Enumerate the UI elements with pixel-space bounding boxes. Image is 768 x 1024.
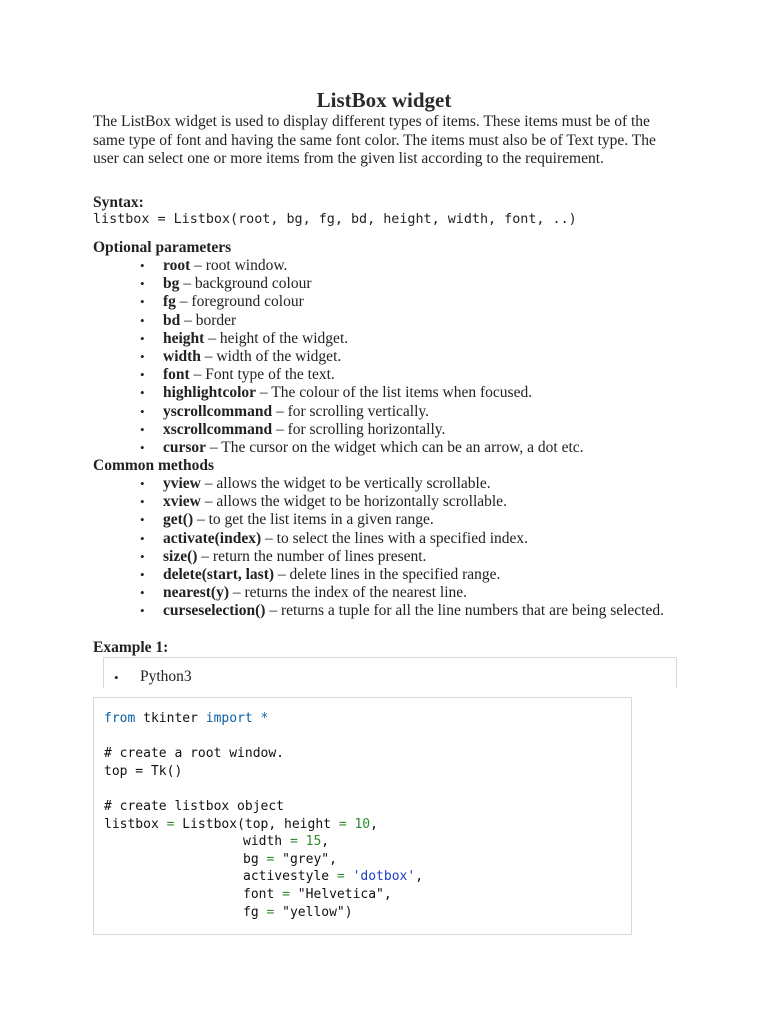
code-comment: # create listbox object (104, 799, 285, 814)
code-text: "yellow") (274, 905, 353, 920)
parameter-item-term: height (163, 329, 205, 347)
syntax-heading: Syntax: (93, 194, 144, 211)
example-heading: Example 1: (93, 639, 169, 656)
optional-parameters-heading: Optional parameters (93, 239, 232, 256)
method-item-term: get() (163, 511, 194, 529)
parameter-item-term: bg (163, 275, 180, 293)
code-number: 10 (346, 817, 371, 832)
parameter-item (134, 312, 694, 330)
common-methods-heading: Common methods (93, 457, 214, 474)
code-text: width (243, 834, 290, 849)
method-item-description: – delete lines in the specified range. (274, 566, 501, 584)
parameter-item (134, 293, 694, 311)
parameter-item-description: – The colour of the list items when focused. (256, 384, 533, 402)
code-line: top = Tk() (104, 764, 183, 779)
code-text: , (321, 834, 330, 849)
code-line (104, 711, 268, 726)
intro-paragraph: The ListBox widget is used to display different types of items. These items must be of the same type of font and having the same font color. The items must also be of Text type. The user can select one or more items from the given list according to the requirement. (93, 113, 656, 167)
method-item (134, 530, 694, 548)
common-methods-list (134, 475, 694, 621)
parameter-item (134, 403, 694, 421)
language-tab-label: Python3 (140, 668, 192, 685)
bullet-icon: • (114, 670, 119, 685)
code-operator: = (336, 869, 345, 884)
code-operator: = (266, 905, 275, 920)
parameter-item (134, 439, 694, 457)
code-keyword: import (205, 711, 253, 726)
parameter-item-description: – Font type of the text. (189, 366, 335, 384)
parameter-item (134, 257, 694, 275)
code-string: 'dotbox' (344, 869, 416, 884)
code-operator: = (266, 852, 275, 867)
code-text: "grey", (274, 852, 337, 867)
parameter-item-term: yscrollcommand (163, 402, 273, 420)
parameter-item-term: highlightcolor (163, 384, 257, 402)
method-item (134, 548, 694, 566)
parameter-item-description: – border (180, 311, 237, 329)
code-line (243, 905, 353, 920)
code-line (243, 869, 423, 884)
code-line (104, 817, 378, 832)
method-item-term: activate(index) (163, 529, 262, 547)
optional-parameters-list (134, 257, 694, 457)
code-line (243, 834, 329, 849)
method-item-term: xview (163, 493, 201, 511)
code-keyword: from (104, 711, 136, 726)
method-item (134, 584, 694, 602)
parameter-item-term: width (163, 348, 201, 366)
syntax-code: listbox = Listbox(root, bg, fg, bd, height, width, font, ..) (93, 212, 577, 227)
method-item-term: yview (163, 475, 201, 492)
parameter-item-description: – for scrolling horizontally. (272, 420, 446, 438)
method-item-term: size() (163, 547, 198, 565)
code-text: , (415, 869, 424, 884)
code-comment: # create a root window. (104, 746, 285, 761)
method-item-description: – returns a tuple for all the line numbers that are being selected. (265, 602, 664, 620)
parameter-item-description: – foreground colour (175, 293, 304, 311)
parameter-item-term: bd (163, 311, 181, 329)
parameter-item-description: – width of the widget. (200, 348, 342, 366)
code-operator: = (289, 834, 298, 849)
page-title: ListBox widget (316, 88, 452, 112)
method-item (134, 511, 694, 529)
method-item-description: – allows the widget to be vertically scrollable. (200, 475, 491, 492)
code-text: "Helvetica", (289, 887, 392, 902)
code-operator: = (166, 817, 175, 832)
method-item-description: – to select the lines with a specified index. (261, 529, 529, 547)
method-item (134, 475, 694, 493)
code-text: font (243, 887, 283, 902)
code-text: activestyle (243, 869, 337, 884)
code-line (243, 852, 337, 867)
parameter-item-term: fg (163, 293, 176, 311)
method-item-term: curseselection() (163, 602, 266, 620)
code-operator: = (338, 817, 347, 832)
parameter-item (134, 384, 694, 402)
code-number: 15 (297, 834, 322, 849)
parameter-item-term: font (163, 366, 190, 384)
parameter-item-term: xscrollcommand (163, 420, 273, 438)
method-item (134, 493, 694, 511)
parameter-item (134, 366, 694, 384)
code-text: tkinter (135, 711, 206, 726)
parameter-item-description: – background colour (179, 275, 312, 293)
parameter-item-description: – for scrolling vertically. (272, 402, 430, 420)
parameter-item (134, 348, 694, 366)
code-text: bg (243, 852, 267, 867)
parameter-item (134, 275, 694, 293)
method-item-description: – allows the widget to be horizontally scrollable. (200, 493, 507, 511)
code-text: listbox (104, 817, 167, 832)
parameter-item-term: cursor (163, 439, 207, 457)
code-text: fg (243, 905, 267, 920)
method-item (134, 566, 694, 584)
parameter-item-description: – root window. (190, 257, 288, 274)
method-item-description: – returns the index of the nearest line. (229, 584, 468, 602)
code-block (93, 697, 632, 935)
code-line (243, 887, 392, 902)
parameter-item-term: root (163, 257, 191, 274)
parameter-item-description: – The cursor on the widget which can be an arrow, a dot etc. (206, 439, 584, 457)
method-item-description: – return the number of lines present. (197, 547, 427, 565)
code-text: * (252, 711, 269, 726)
code-operator: = (282, 887, 290, 902)
parameter-item (134, 421, 694, 439)
method-item-term: nearest(y) (163, 584, 229, 602)
parameter-item (134, 330, 694, 348)
code-text: Listbox(top, height (174, 817, 339, 832)
method-item-description: – to get the list items in a given range. (193, 511, 434, 529)
method-item (134, 602, 694, 620)
language-tab-bar (103, 657, 677, 688)
method-item-term: delete(start, last) (163, 566, 275, 584)
parameter-item-description: – height of the widget. (204, 329, 349, 347)
code-text: , (370, 817, 378, 832)
